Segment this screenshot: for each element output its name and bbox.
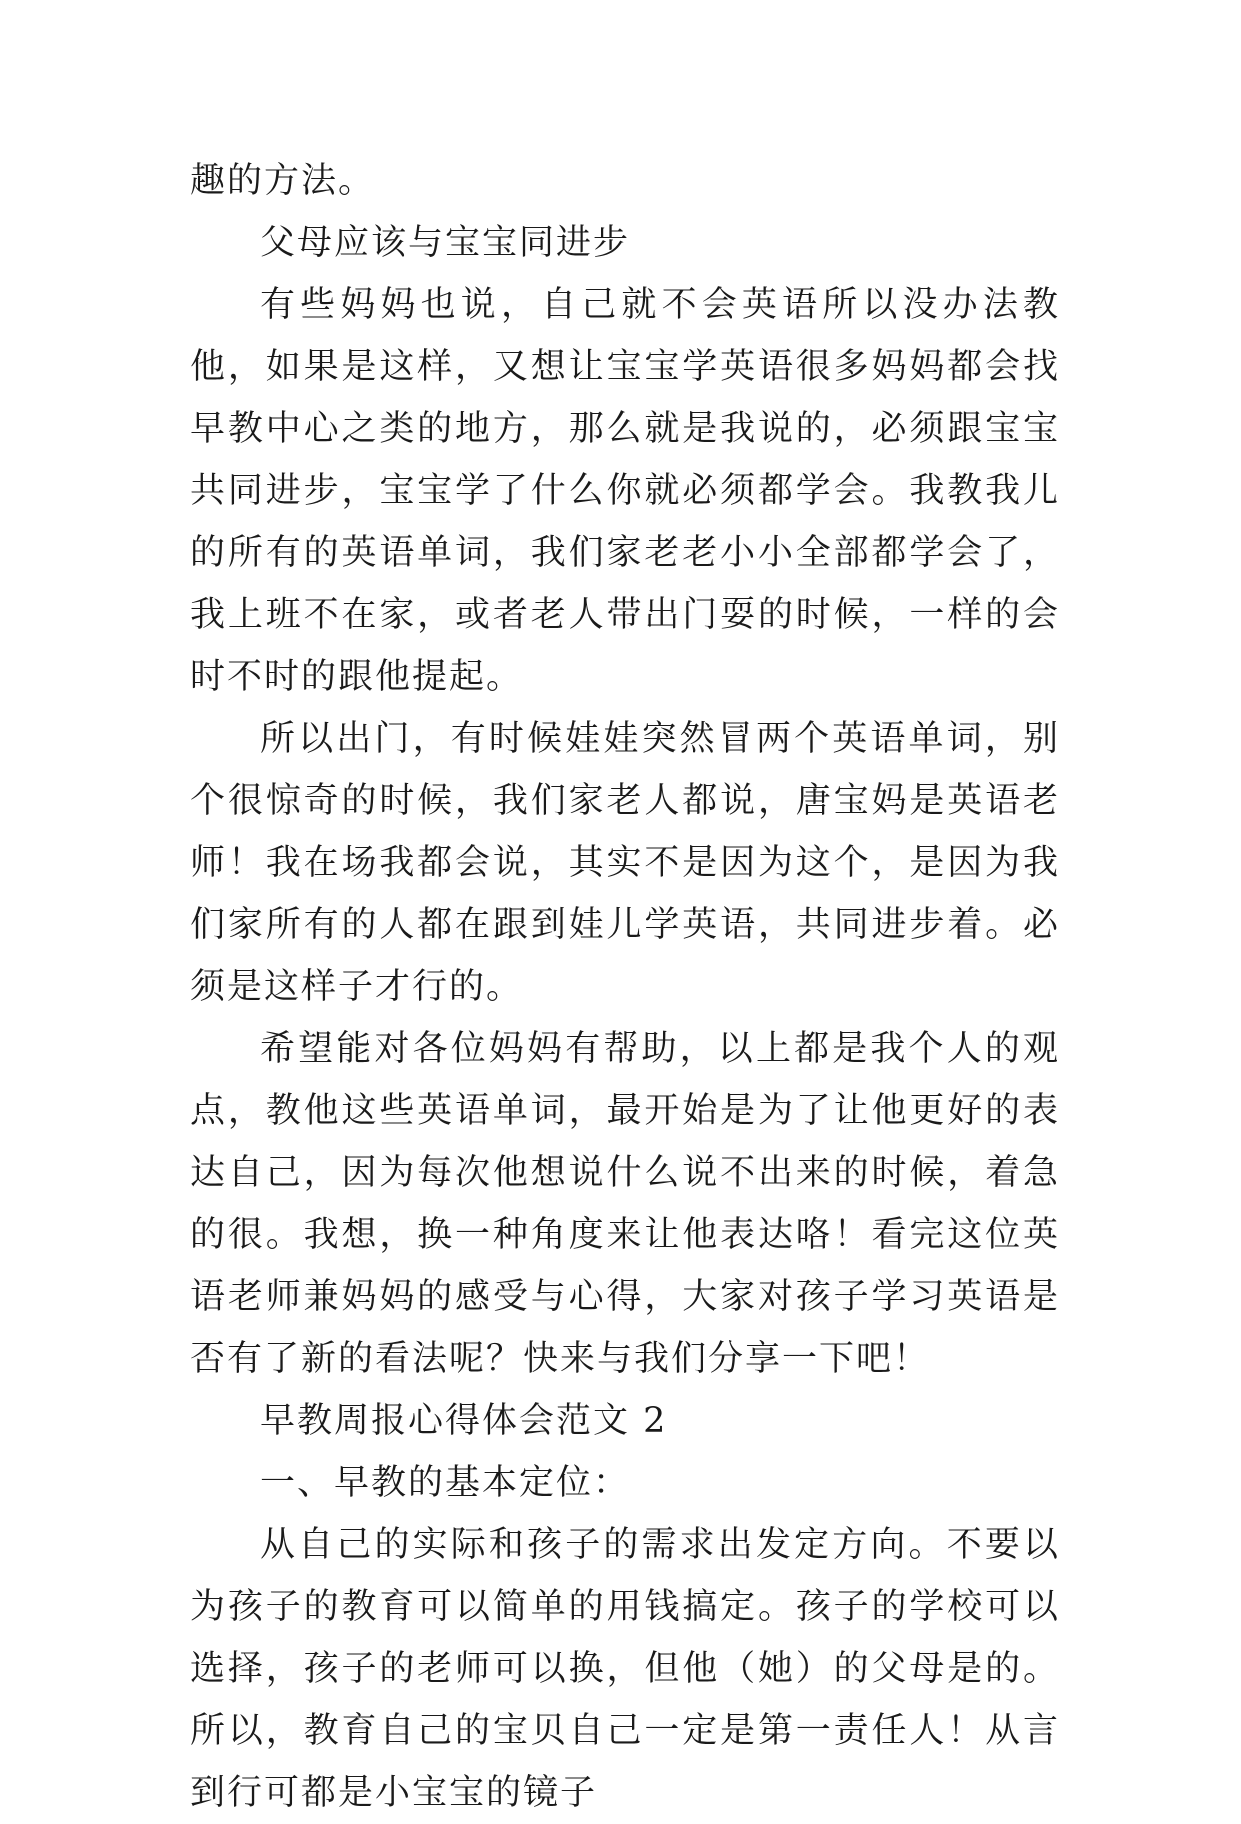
section-heading-essay-2: 早教周报心得体会范文 2 — [260, 1401, 668, 1441]
paragraph: 有些妈妈也说，自己就不会英语所以没办法教他，如果是这样，又想让宝宝学英语很多妈妈都会找早教中心之类的地方，那么就是我说的，必须跟宝宝共同进步，宝宝学了什么你就必须都学会。我教我儿的所有的英语单词，我们家老老小小全部都学会了，我上班不在家，或者老人带出门耍的时候，一样的会时不时的跟他提起。 — [190, 285, 1060, 697]
document-body — [190, 150, 1060, 1824]
section-heading-parents-progress: 父母应该与宝宝同进步 — [260, 223, 631, 263]
subheading-basic-positioning: 一、早教的基本定位： — [260, 1463, 631, 1503]
paragraph: 所以出门，有时候娃娃突然冒两个英语单词，别个很惊奇的时候，我们家老人都说，唐宝妈是英语老师！我在场我都会说，其实不是因为这个，是因为我们家所有的人都在跟到娃儿学英语，共同进步着。必须是这样子才行的。 — [190, 719, 1060, 1007]
paragraph: 希望能对各位妈妈有帮助，以上都是我个人的观点，教他这些英语单词，最开始是为了让他更好的表达自己，因为每次他想说什么说不出来的时候，着急的很。我想，换一种角度来让他表达咯！看完这位英语老师兼妈妈的感受与心得，大家对孩子学习英语是否有了新的看法呢？快来与我们分享一下吧！ — [190, 1029, 1060, 1379]
paragraph-continuation: 趣的方法。 — [190, 161, 376, 201]
paragraph: 从自己的实际和孩子的需求出发定方向。不要以为孩子的教育可以简单的用钱搞定。孩子的学校可以选择，孩子的老师可以换，但他（她）的父母是的。所以，教育自己的宝贝自己一定是第一责任人！从言到行可都是小宝宝的镜子 — [190, 1525, 1060, 1813]
